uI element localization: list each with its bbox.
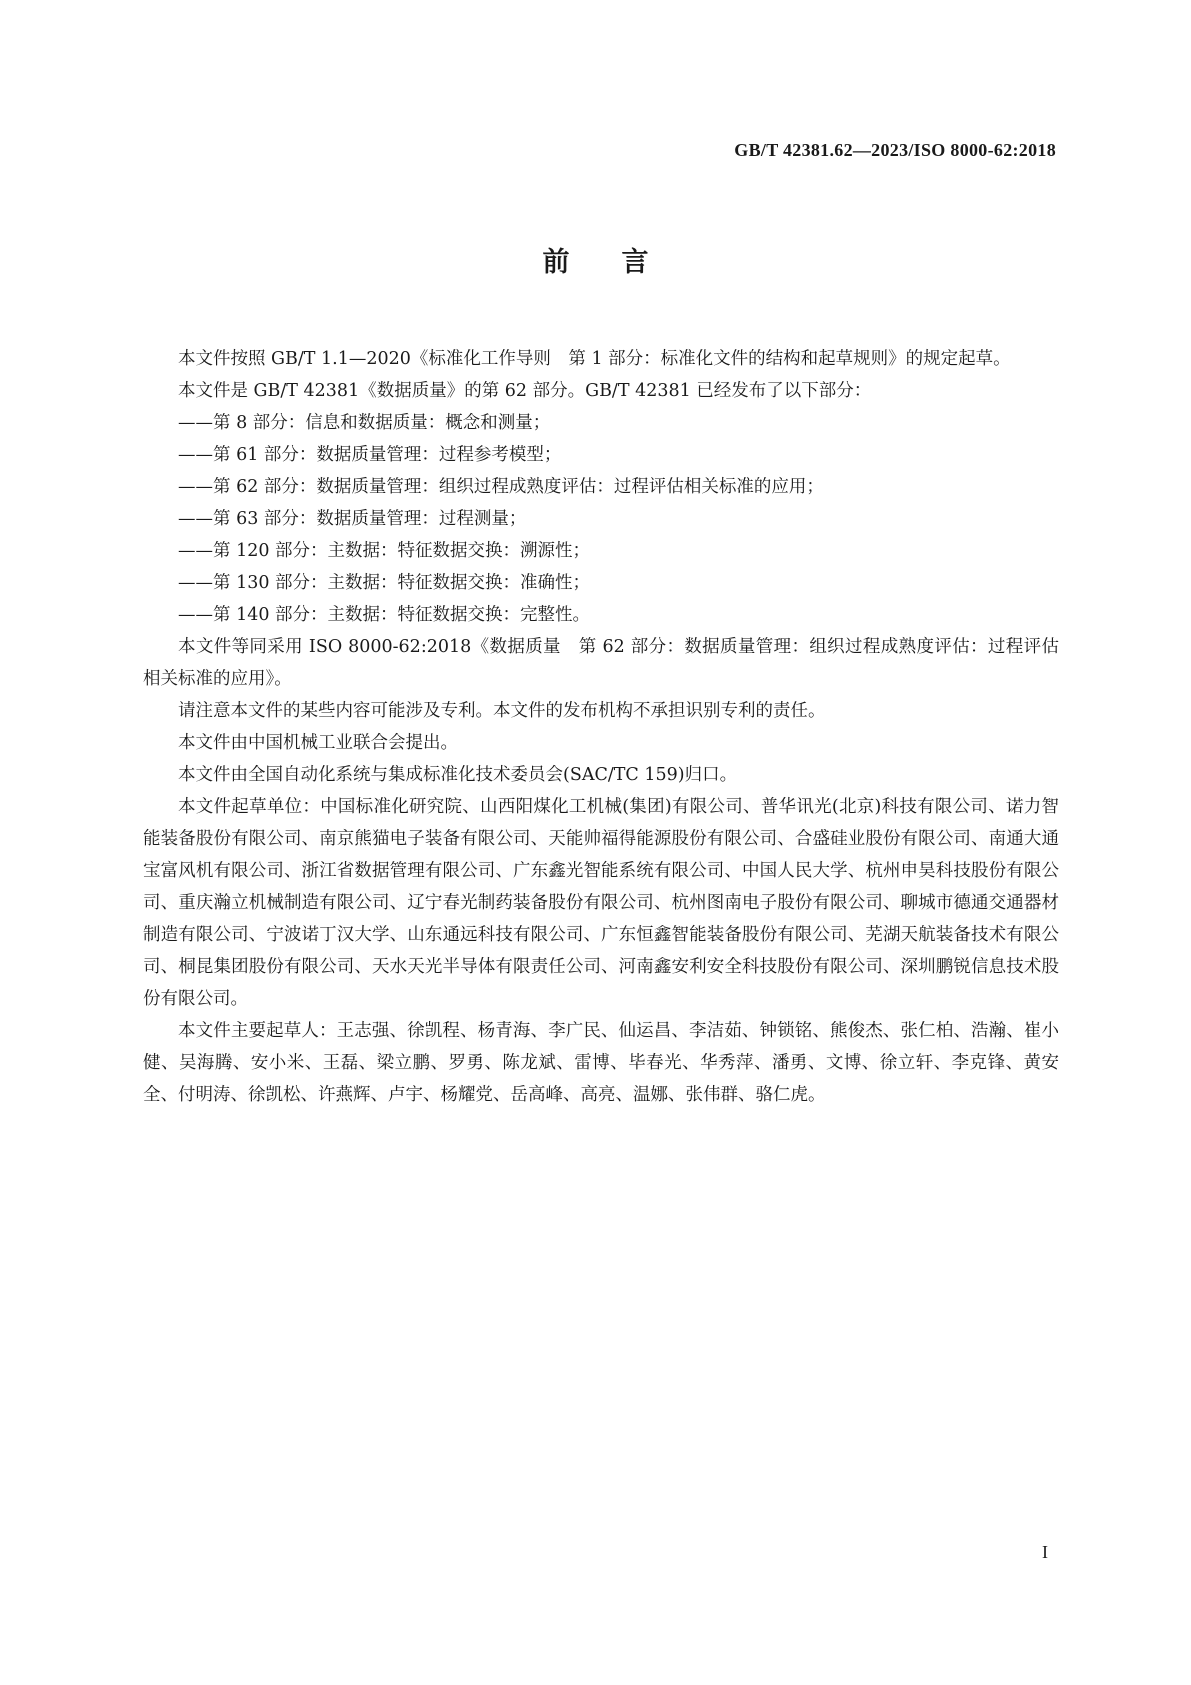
paragraph-drafters: 本文件主要起草人：王志强、徐凯程、杨青海、李广民、仙运昌、李洁茹、钟锁铭、熊俊杰、张仁柏、浩瀚、崔小健、吴海腾、安小米、王磊、梁立鹏、罗勇、陈龙斌、雷博、毕春光、华秀萍、潘勇、文博、徐立轩、李克锋、黄安全、付明涛、徐凯松、许燕辉、卢宇、杨耀党、岳高峰、高亮、温娜、张伟群、骆仁虎。 bbox=[143, 1021, 1059, 1105]
list-item-part-62: ——第 62 部分：数据质量管理：组织过程成熟度评估：过程评估相关标准的应用； bbox=[178, 477, 824, 497]
paragraph-administered-by: 本文件由全国自动化系统与集成标准化技术委员会(SAC/TC 159)归口。 bbox=[178, 765, 738, 785]
list-item-part-130: ——第 130 部分：主数据：特征数据交换：准确性； bbox=[178, 573, 591, 593]
list-item-part-120: ——第 120 部分：主数据：特征数据交换：溯源性； bbox=[178, 541, 591, 561]
list-item-part-63: ——第 63 部分：数据质量管理：过程测量； bbox=[178, 509, 527, 529]
foreword-body bbox=[143, 343, 1059, 1111]
paragraph-drafting-rules: 本文件按照 GB/T 1.1—2020《标准化工作导则 第 1 部分：标准化文件的结构和起草规则》的规定起草。 bbox=[178, 349, 1011, 369]
paragraph-proposed-by: 本文件由中国机械工业联合会提出。 bbox=[178, 733, 458, 753]
paragraph-series-intro: 本文件是 GB/T 42381《数据质量》的第 62 部分。GB/T 42381 已经发布了以下部分： bbox=[178, 381, 872, 401]
page-number: I bbox=[1042, 1542, 1048, 1562]
paragraph-patent-notice: 请注意本文件的某些内容可能涉及专利。本文件的发布机构不承担识别专利的责任。 bbox=[178, 701, 826, 721]
paragraph-identical-adoption: 本文件等同采用 ISO 8000-62:2018《数据质量 第 62 部分：数据质量管理：组织过程成熟度评估：过程评估相关标准的应用》。 bbox=[143, 637, 1059, 689]
standard-code-header: GB/T 42381.62—2023/ISO 8000-62:2018 bbox=[734, 140, 1056, 160]
list-item-part-8: ——第 8 部分：信息和数据质量：概念和测量； bbox=[178, 413, 551, 433]
page-title: 前言 bbox=[542, 247, 701, 278]
list-item-part-61: ——第 61 部分：数据质量管理：过程参考模型； bbox=[178, 445, 562, 465]
paragraph-drafting-organizations: 本文件起草单位：中国标准化研究院、山西阳煤化工机械(集团)有限公司、普华讯光(北京)科技有限公司、诺力智能装备股份有限公司、南京熊猫电子装备有限公司、天能帅福得能源股份有限公司、合盛硅业股份有限公司、南通大通宝富风机有限公司、浙江省数据管理有限公司、广东鑫光智能系统有限公司、中国人民大学、杭州申昊科技股份有限公司、重庆瀚立机械制造有限公司、辽宁春光制药装备股份有限公司、杭州图南电子股份有限公司、聊城市德通交通器材制造有限公司、宁波诺丁汉大学、山东通远科技有限公司、广东恒鑫智能装备股份有限公司、芜湖天航装备技术有限公司、桐昆集团股份有限公司、天水天光半导体有限责任公司、河南鑫安利安全科技股份有限公司、深圳鹏锐信息技术股份有限公司。 bbox=[143, 797, 1059, 1009]
list-item-part-140: ——第 140 部分：主数据：特征数据交换：完整性。 bbox=[178, 605, 591, 625]
